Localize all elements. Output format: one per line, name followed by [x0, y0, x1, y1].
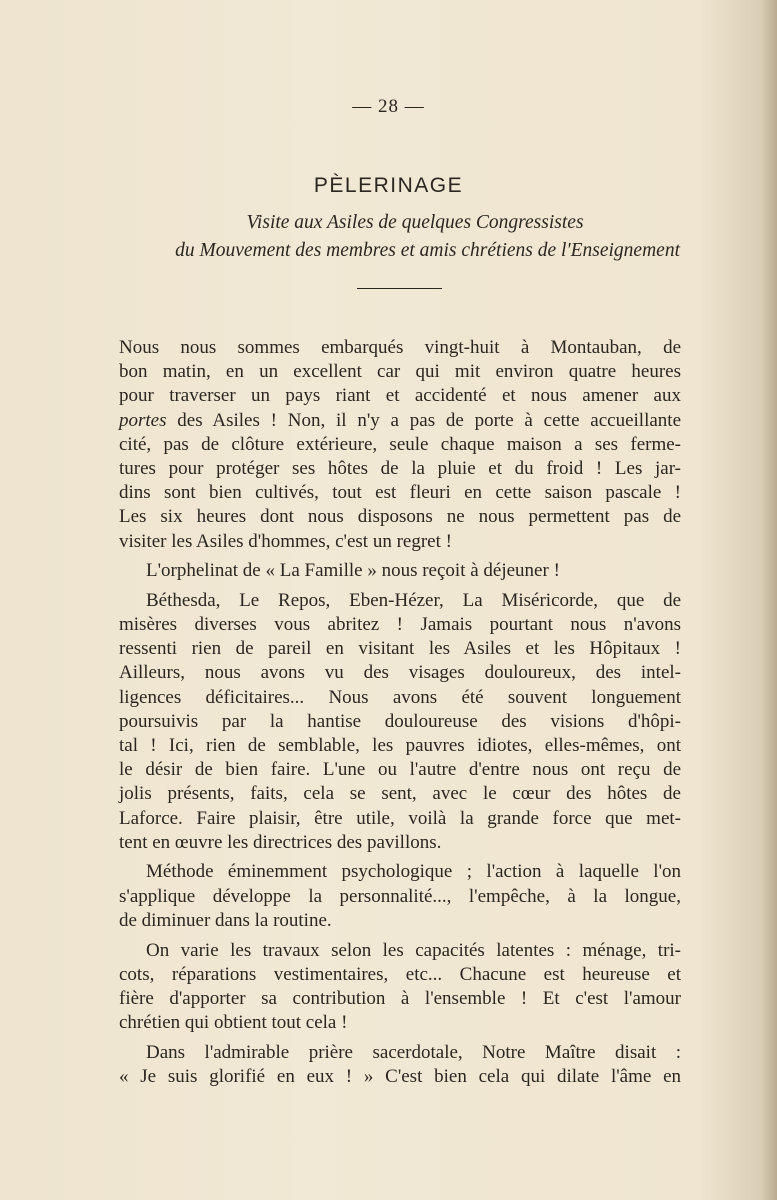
text-line: ressenti rien de pareil en visitant les Asiles et les Hôpitaux ! — [119, 638, 681, 660]
text-line: dins sont bien cultivés, tout est fleuri en cette saison pascale ! — [119, 482, 681, 504]
subtitle-line-2: du Mouvement des membres et amis chrétiens de l'Enseignement — [175, 240, 680, 261]
paragraph — [119, 860, 681, 933]
text-line: de diminuer dans la routine. — [119, 909, 332, 931]
text-line: tent en œuvre les directrices des pavillons. — [119, 831, 442, 853]
text-line: portes des Asiles ! Non, il n'y a pas de porte à cette accueillante — [119, 409, 681, 431]
page-number: — 28 — — [352, 96, 425, 117]
text-line: Ailleurs, nous avons vu des visages douloureux, des intel- — [119, 662, 681, 684]
subtitle-line-1: Visite aux Asiles de quelques Congressistes — [246, 212, 584, 233]
text-line: cots, réparations vestimentaires, etc... Chacune est heureuse et — [119, 963, 681, 985]
text-line: Dans l'admirable prière sacerdotale, Notre Maître disait : — [146, 1041, 681, 1063]
text-line: poursuivis par la hantise douloureuse des visions d'hôpi- — [119, 710, 681, 732]
text-line: visiter les Asiles d'hommes, c'est un regret ! — [119, 530, 452, 552]
text-line: misères diverses vous abritez ! Jamais pourtant nous n'avons — [119, 614, 681, 636]
text-line: tures pour protéger ses hôtes de la pluie et du froid ! Les jar- — [119, 457, 681, 479]
title-divider — [357, 288, 442, 289]
paragraph — [119, 939, 681, 1036]
text-line: Laforce. Faire plaisir, être utile, voilà la grande force que met- — [119, 807, 681, 829]
text-line: s'applique développe la personnalité..., l'empêche, à la longue, — [119, 885, 681, 907]
body-text — [119, 336, 681, 1089]
text-line: L'orphelinat de « La Famille » nous reçoit à déjeuner ! — [146, 560, 560, 582]
text-line: le désir de bien faire. L'une ou l'autre d'entre nous ont reçu de — [119, 759, 681, 781]
paragraph — [119, 336, 681, 554]
text-line: On varie les travaux selon les capacités latentes : ménage, tri- — [146, 939, 681, 961]
text-line: Les six heures dont nous disposons ne nous permettent pas de — [119, 506, 681, 528]
text-line: cité, pas de clôture extérieure, seule chaque maison a ses ferme- — [119, 433, 681, 455]
page-title: PÈLERINAGE — [313, 174, 464, 197]
text-line: chrétien qui obtient tout cela ! — [119, 1012, 348, 1034]
text-line: « Je suis glorifié en eux ! » C'est bien cela qui dilate l'âme en — [119, 1065, 681, 1087]
paragraph — [119, 1041, 681, 1089]
text-line: Méthode éminemment psychologique ; l'action à laquelle l'on — [146, 861, 681, 883]
text-line: Nous nous sommes embarqués vingt-huit à Montauban, de — [119, 337, 681, 358]
text-line: tal ! Ici, rien de semblable, les pauvres idiotes, elles-mêmes, ont — [119, 735, 681, 756]
text-line: pour traverser un pays riant et accidenté et nous amener aux — [119, 385, 681, 407]
paragraph — [119, 559, 681, 583]
text-line: jolis présents, faits, cela se sent, avec le cœur des hôtes de — [119, 783, 681, 805]
text-line: bon matin, en un excellent car qui mit environ quatre heures — [119, 361, 681, 383]
text-line: fière d'apporter sa contribution à l'ensemble ! Et c'est l'amour — [119, 987, 681, 1009]
text-line: ligences déficitaires... Nous avons été souvent longuement — [119, 686, 681, 708]
text-line: Béthesda, Le Repos, Eben-Hézer, La Miséricorde, que de — [146, 589, 681, 611]
emphasis-text: portes — [119, 409, 167, 431]
paragraph — [119, 589, 681, 855]
